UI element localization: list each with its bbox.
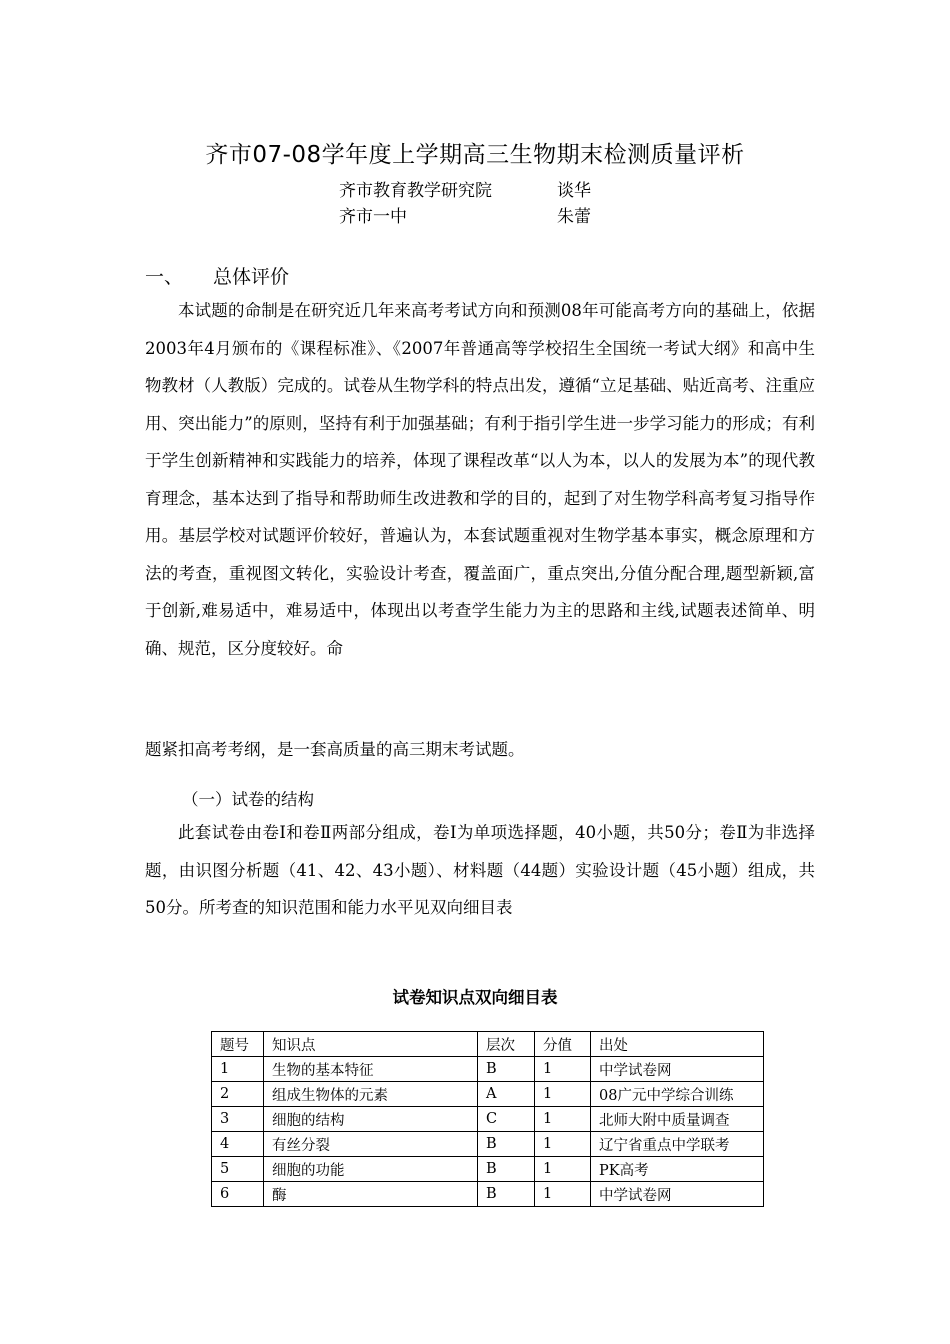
table-cell: 1 bbox=[535, 1082, 591, 1107]
body-paragraph-2 bbox=[145, 814, 815, 927]
table-cell: 1 bbox=[535, 1107, 591, 1132]
table-cell: 中学试卷网 bbox=[591, 1057, 764, 1082]
table-cell: PK高考 bbox=[591, 1157, 764, 1182]
table-cell: 有丝分裂 bbox=[264, 1132, 478, 1157]
table-cell: 3 bbox=[212, 1107, 264, 1132]
table-cell: 1 bbox=[535, 1157, 591, 1182]
paragraph-text: 本试题的命制是在研究近几年来高考考试方向和预测08年可能高考方向的基础上，依据2003年4月颁布的《课程标准》、《2007年普通高等学校招生全国统一考试大纲》和高中生物教材（人教版）完成的。试卷从生物学科的特点出发，遵循“立足基础、贴近高考、注重应用、突出能力”的原则，坚持有利于加强基础；有利于指引学生进一步学习能力的形成；有利于学生创新精神和实践能力的培养，体现了课程改革“以人为本，以人的发展为本”的现代教育理念，基本达到了指导和帮助师生改进教和学的目的，起到了对生物学科高考复习指导作用。基层学校对试题评价较好，普遍认为，本套试题重视对生物学基本事实，概念原理和方法的考查，重视图文转化，实验设计考查，覆盖面广，重点突出,分值分配合理,题型新颖,富于创新,难易适中，难易适中，体现出以考查学生能力为主的思路和主线,试题表述简单、明确、规范，区分度较好。命 bbox=[145, 301, 815, 658]
table-cell: 北师大附中质量调查 bbox=[591, 1107, 764, 1132]
author-line-1 bbox=[339, 176, 639, 202]
knowledge-table bbox=[211, 1031, 764, 1207]
table-cell: 生物的基本特征 bbox=[264, 1057, 478, 1082]
author-name: 朱蕾 bbox=[557, 207, 591, 227]
table-cell: B bbox=[478, 1182, 535, 1207]
table-cell: 酶 bbox=[264, 1182, 478, 1207]
section-number: 一、 bbox=[145, 266, 184, 288]
author-name: 谈华 bbox=[557, 181, 591, 201]
table-cell: 08广元中学综合训练 bbox=[591, 1082, 764, 1107]
table-row bbox=[212, 1057, 764, 1082]
table-cell: 细胞的功能 bbox=[264, 1157, 478, 1182]
header-cell: 知识点 bbox=[264, 1032, 478, 1057]
table-cell: A bbox=[478, 1082, 535, 1107]
table-cell: C bbox=[478, 1107, 535, 1132]
table-cell: 组成生物体的元素 bbox=[264, 1082, 478, 1107]
paragraph-text: 此套试卷由卷Ⅰ和卷Ⅱ两部分组成，卷Ⅰ为单项选择题，40小题，共50分；卷Ⅱ为非选择题，由识图分析题（41、42、43小题）、材料题（44题）实验设计题（45小题）组成，共50分。所考查的知识范围和能力水平见双向细目表 bbox=[145, 823, 815, 917]
body-paragraph-1 bbox=[145, 292, 815, 667]
table-cell: 1 bbox=[212, 1057, 264, 1082]
table-cell: B bbox=[478, 1157, 535, 1182]
table-cell: 1 bbox=[535, 1182, 591, 1207]
table-cell: 2 bbox=[212, 1082, 264, 1107]
table-row bbox=[212, 1082, 764, 1107]
header-cell: 出处 bbox=[591, 1032, 764, 1057]
table-cell: 中学试卷网 bbox=[591, 1182, 764, 1207]
body-paragraph-1-tail: 题紧扣高考考纲，是一套高质量的高三期末考试题。 bbox=[145, 740, 525, 759]
table-row bbox=[212, 1157, 764, 1182]
author-org: 齐市一中 bbox=[339, 207, 407, 227]
table-cell: 4 bbox=[212, 1132, 264, 1157]
header-cell: 分值 bbox=[535, 1032, 591, 1057]
table-row bbox=[212, 1182, 764, 1207]
table-cell: B bbox=[478, 1057, 535, 1082]
table-row bbox=[212, 1107, 764, 1132]
section-title: 总体评价 bbox=[213, 266, 290, 288]
author-line-2 bbox=[339, 202, 639, 228]
table-header-row bbox=[212, 1032, 764, 1057]
table-cell: 1 bbox=[535, 1132, 591, 1157]
author-org: 齐市教育教学研究院 bbox=[339, 181, 492, 201]
table-title: 试卷知识点双向细目表 bbox=[392, 988, 558, 1007]
table-cell: 5 bbox=[212, 1157, 264, 1182]
document-title: 齐市07-08学年度上学期高三生物期末检测质量评析 bbox=[205, 142, 745, 168]
header-cell: 题号 bbox=[212, 1032, 264, 1057]
table-cell: 1 bbox=[535, 1057, 591, 1082]
table-cell: 6 bbox=[212, 1182, 264, 1207]
table-cell: 细胞的结构 bbox=[264, 1107, 478, 1132]
table-cell: 辽宁省重点中学联考 bbox=[591, 1132, 764, 1157]
header-cell: 层次 bbox=[478, 1032, 535, 1057]
subsection-heading: （一）试卷的结构 bbox=[182, 790, 314, 809]
table-cell: B bbox=[478, 1132, 535, 1157]
table-row bbox=[212, 1132, 764, 1157]
